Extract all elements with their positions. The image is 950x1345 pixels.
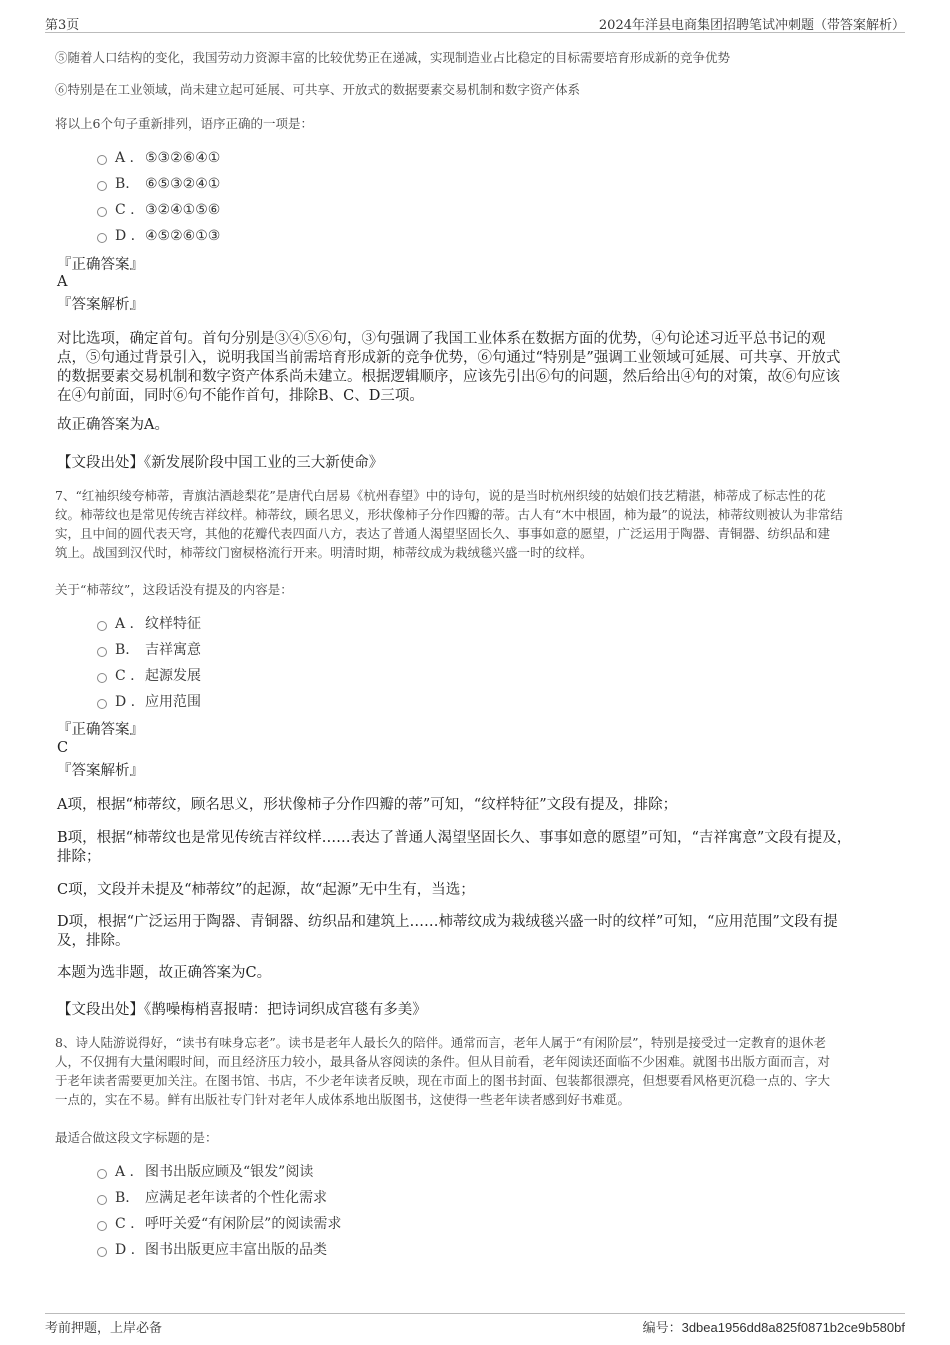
radio-icon[interactable]	[97, 673, 107, 683]
q8-option-b[interactable]: B. 应满足老年读者的个性化需求	[97, 1188, 327, 1208]
page-footer	[45, 1313, 905, 1334]
analysis-c: C项，文段并未提及“柿蒂纹”的起源，故“起源”无中生有，当选；	[57, 882, 475, 898]
q6-prompt: 将以上6个句子重新排列，语序正确的一项是：	[55, 116, 313, 131]
radio-icon[interactable]	[97, 233, 107, 243]
analysis-d: D项，根据“广泛运用于陶器、青铜器、纺织品和建筑上……柿蒂纹成为栽绒毯兴盛一时的纹样”可知，“应用范围”文段有提 及，排除。	[57, 914, 838, 949]
q8-option-a[interactable]: A . 图书出版应顾及“银发”阅读	[97, 1162, 313, 1182]
correct-answer-label: 『正确答案』	[57, 722, 144, 738]
correct-answer: A	[57, 274, 68, 290]
source: 【文段出处】《鹊噪梅梢喜报晴：把诗词织成宫毯有多美》	[57, 1002, 427, 1018]
q7-option-c[interactable]: C . 起源发展	[97, 666, 201, 686]
analysis-label: 『答案解析』	[57, 763, 144, 779]
radio-icon[interactable]	[97, 207, 107, 217]
q8-passage: 8、诗人陆游说得好，“读书有味身忘老”。读书是老年人最长久的陪伴。通常而言，老年人属于“有闲阶层”，特别是接受过一定教育的退休老 人，不仅拥有大量闲暇时间，而且经济压力较小，最具备从容阅读的条件。但从目前看，老年阅读还面临不少困难。就图书出版方面而言，对 于老年读者需要更加关注。在图书馆、书店，不少老年读者反映，现在市面上的图书封面、包装都很漂亮，但想要看风格更沉稳一点的、字大 一点的，实在不易。鲜有出版社专门针对老年人成体系地出版图书，这使得一些老年读者感到好书难觅。	[55, 1035, 831, 1107]
document-code: 编号：3dbea1956dd8a825f0871b2ce9b580bf	[642, 1320, 905, 1336]
sentence-5: ⑤随着人口结构的变化，我国劳动力资源丰富的比较优势正在递减，实现制造业占比稳定的目标需要培育形成新的竞争优势	[55, 50, 731, 65]
q7-passage: 7、“红袖织绫夸柿蒂，青旗沽酒趁梨花”是唐代白居易《杭州春望》中的诗句，说的是当时杭州织绫的姑娘们技艺精湛，柿蒂成了标志性的花 纹。柿蒂纹也是常见传统吉祥纹样。柿蒂纹，顾名思义，形状像柿子分作四瓣的蒂。古人有“木中根固，柿为最”的说法，柿蒂纹则被认为非常结 实，且中间的圆代表天穹，其他的花瓣代表四面八方，表达了普通人渴望坚固长久、事事如意的愿望，广泛运用于陶器、青铜器、纺织品和建 筑上。战国到汉代时，柿蒂纹门窗棂格流行开来。明清时期，柿蒂纹成为栽绒毯兴盛一时的纹样。	[55, 488, 843, 560]
q7-prompt: 关于“柿蒂纹”，这段话没有提及的内容是：	[55, 582, 293, 597]
source: 【文段出处】《新发展阶段中国工业的三大新使命》	[57, 455, 384, 471]
page-number: 第3页	[45, 18, 80, 33]
conclusion: 故正确答案为A。	[57, 417, 169, 433]
q8-prompt: 最适合做这段文字标题的是：	[55, 1130, 218, 1145]
radio-icon[interactable]	[97, 1169, 107, 1179]
q6-option-a[interactable]: A . ⑤③②⑥④①	[97, 148, 220, 168]
q7-option-b[interactable]: B. 吉祥寓意	[97, 640, 201, 660]
q8-option-c[interactable]: C . 呼吁关爱“有闲阶层”的阅读需求	[97, 1214, 341, 1234]
page-header	[45, 14, 905, 33]
q8-option-d[interactable]: D . 图书出版更应丰富出版的品类	[97, 1240, 327, 1260]
q7-option-d[interactable]: D . 应用范围	[97, 692, 201, 712]
correct-answer-label: 『正确答案』	[57, 257, 144, 273]
document-title: 2024年洋县电商集团招聘笔试冲刺题（带答案解析）	[598, 18, 905, 33]
radio-icon[interactable]	[97, 155, 107, 165]
radio-icon[interactable]	[97, 1221, 107, 1231]
q6-option-d[interactable]: D . ④⑤②⑥①③	[97, 226, 220, 246]
correct-answer: C	[57, 740, 69, 756]
radio-icon[interactable]	[97, 1247, 107, 1257]
sentence-6: ⑥特别是在工业领域，尚未建立起可延展、可共享、开放式的数据要素交易机制和数字资产体系	[55, 82, 581, 97]
q6-option-c[interactable]: C . ③②④①⑤⑥	[97, 200, 220, 220]
footer-slogan: 考前押题，上岸必备	[45, 1321, 163, 1336]
radio-icon[interactable]	[97, 1195, 107, 1205]
analysis-label: 『答案解析』	[57, 297, 144, 313]
radio-icon[interactable]	[97, 621, 107, 631]
q6-option-b[interactable]: B. ⑥⑤③②④①	[97, 174, 220, 194]
radio-icon[interactable]	[97, 699, 107, 709]
conclusion: 本题为选非题，故正确答案为C。	[57, 965, 272, 981]
analysis-text: 对比选项，确定首句。首句分别是③④⑤⑥句，③句强调了我国工业体系在数据方面的优势，④句论述习近平总书记的观 点，⑤句通过背景引入，说明我国当前需培育形成新的竞争优势，⑥句通过“特别是”强调工业领域可延展、可共享、开放式 的数据要素交易机制和数字资产体系尚未建立。根据逻辑顺序，应该先引出⑥句的问题，然后给出④句的对策，故⑥句应该 在④句前面，同时⑥句不能作首句，排除B、C、D三项。	[57, 331, 841, 404]
radio-icon[interactable]	[97, 181, 107, 191]
analysis-a: A项，根据“柿蒂纹，顾名思义，形状像柿子分作四瓣的蒂”可知，“纹样特征”文段有提及，排除；	[57, 797, 678, 813]
radio-icon[interactable]	[97, 647, 107, 657]
analysis-b: B项，根据“柿蒂纹也是常见传统吉祥纹样……表达了普通人渴望坚固长久、事事如意的愿望”可知，“吉祥寓意”文段有提及， 排除；	[57, 830, 852, 865]
q7-option-a[interactable]: A . 纹样特征	[97, 614, 201, 634]
